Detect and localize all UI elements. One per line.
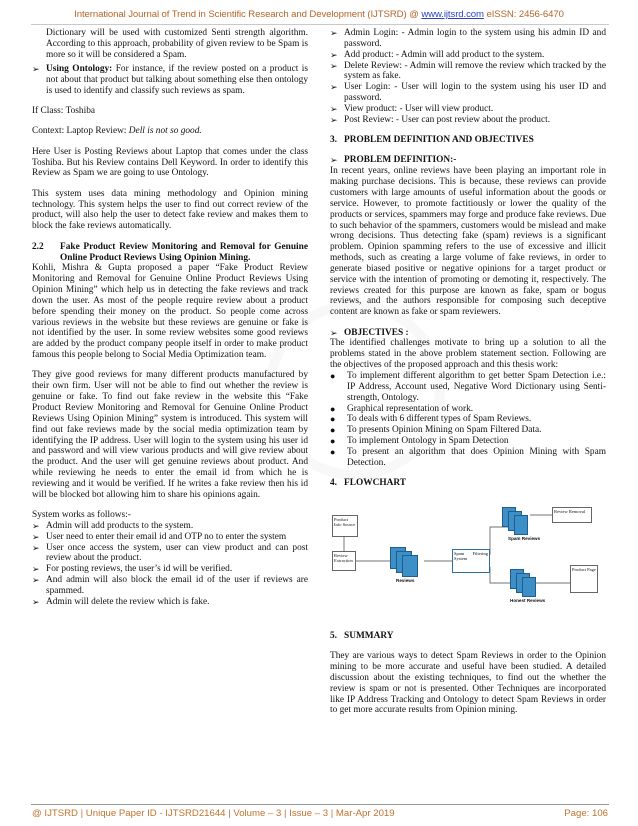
honest-doc-icon bbox=[522, 577, 536, 597]
arrow-bullet-icon: ➢ bbox=[32, 564, 40, 575]
list-item: ➢ Admin will delete the review which is fake. bbox=[32, 596, 210, 607]
paragraph-summary: They are various ways to detect Spam Reviews in order to the Opinion mining to be more accurate and useful have been studied. A detailed discussion about the existing techniques, to find out the whether the review is spam or not is presented. Other Techniques are incorporated like IP Address Tracking and Ontology to detect Spam Reviews in order to get more accurate results from Opinion mining. bbox=[330, 651, 606, 716]
arrow-bullet-icon: ➢ bbox=[32, 520, 40, 531]
right-column bbox=[330, 28, 606, 726]
list-item: ➢ View product: - User will view product. bbox=[330, 103, 494, 114]
spam-reviews-label: Spam Reviews bbox=[508, 535, 541, 541]
list-item: ● Graphical representation of work. bbox=[330, 403, 474, 414]
paragraph-dictionary: Dictionary will be used with customized Senti strength algorithm. According to this approach, probability of given review to be Spam is more so it will be considered a Spam. bbox=[46, 28, 308, 60]
section-5-heading: 5. SUMMARY bbox=[330, 630, 394, 641]
section-number: 2.2 bbox=[32, 241, 44, 252]
arrow-bullet-icon: ➢ bbox=[32, 64, 40, 75]
ontology-label: Using Ontology: bbox=[46, 64, 113, 75]
bullet-dot-icon: ● bbox=[330, 370, 336, 381]
list-item: ➢ Add product: - Admin will add product to the system. bbox=[330, 49, 545, 60]
journal-name: International Journal of Trend in Scientific Research and Development (IJTSRD) @ bbox=[74, 9, 422, 20]
flowchart-figure bbox=[330, 503, 606, 607]
list-item: ➢ Admin Login: - Admin login to the system using his admin ID and password. bbox=[330, 28, 606, 49]
bullet-dot-icon: ● bbox=[330, 414, 336, 425]
bullet-dot-icon: ● bbox=[330, 446, 336, 457]
footer-citation: @ IJTSRD | Unique Paper ID - IJTSRD21644 | Volume – 3 | Issue – 3 | Mar-Apr 2019 bbox=[32, 808, 395, 819]
list-item: ➢ Post Review: - User can post review about the product. bbox=[330, 114, 551, 125]
list-item: ● To deals with 6 different types of Spam Reviews. bbox=[330, 414, 532, 425]
arrow-bullet-icon: ➢ bbox=[330, 114, 338, 125]
problem-definition-heading: ➢ PROBLEM DEFINITION:- bbox=[330, 155, 457, 166]
paragraph-kohli: Kohli, Mishra & Gupta proposed a paper “Fake Product Review Monitoring and Removal for Genuine Online Product Reviews Using Opinion Mining” which help us in detecting the fake reviews and track down the user. As most of the people require review about a product before spending their money on the product. So people come across various reviews in the website but these reviews are genuine or fake is not identified by the user. In some review websites some good reviews are added by the product company people itself in order to make product famous this people belong to Social Media Optimization team. bbox=[32, 263, 308, 361]
list-item: ➢ Delete Review: - Admin will remove the review which tracked by the system as fake. bbox=[330, 60, 606, 82]
section-2-2-heading bbox=[32, 242, 308, 264]
section-4-heading: 4. FLOWCHART bbox=[330, 478, 406, 489]
paragraph-problem: In recent years, online reviews have been playing an important role in making purchase decisions. This is because, these reviews can provide customers with large amounts of useful information about the goods or service. However, to promote factitiously or lower the quality of the products or services, spammers may forge and produce fake reviews. Due to such behavior of the spammers, customers would be mislead and make wrong decisions. Thus detecting fake (spam) reviews is a significant problem. Opinion spamming refers to the use of excessive and illicit methods, such as creating a large volume of fake reviews, in order to generate biased positive or negative opinions for a target product or service with the intention of promoting or demoting it, respectively. The reviews created for this purpose are known as fake, spam or bogus reviews, and the authors responsible for composing such deceptive content are known as fake or spam reviewers. bbox=[330, 166, 606, 318]
arrow-bullet-icon: ➢ bbox=[32, 531, 40, 542]
journal-link[interactable]: www.ijtsrd.com bbox=[421, 9, 484, 20]
list-item: ➢ User once access the system, user can view product and can post review about the product. bbox=[32, 542, 308, 564]
system-works: System works as follows:- bbox=[32, 510, 131, 521]
section-title: Fake Product Review Monitoring and Removal for Genuine Online Product Reviews Using Opinion Mining. bbox=[60, 241, 308, 263]
bullet-ontology bbox=[32, 64, 308, 97]
context-label: Context: Laptop Review: bbox=[32, 126, 129, 137]
page-number: Page: 106 bbox=[564, 808, 608, 819]
honest-reviews-label: Honest Reviews bbox=[510, 597, 546, 603]
page-footer bbox=[32, 808, 608, 819]
reviews-doc-icon bbox=[402, 555, 418, 577]
list-item: ● To present an algorithm that does Opinion Mining with Spam Detection. bbox=[330, 446, 606, 468]
list-item: ➢ And admin will also block the email id of the user if reviews are spammed. bbox=[32, 575, 308, 596]
paragraph-here: Here User is Posting Reviews about Laptop that comes under the class Toshiba. But his Review contains Dell Keyword. In order to identify this Review as Spam we are going to use Ontology. bbox=[32, 146, 308, 179]
context-example: Dell is not so good. bbox=[128, 126, 202, 137]
journal-header bbox=[0, 9, 638, 20]
list-item: ➢ User need to enter their email id and OTP no to enter the system bbox=[32, 531, 287, 542]
arrow-bullet-icon: ➢ bbox=[330, 155, 338, 166]
ontology-text: For instance, if the review posted on a product is not about that product but talking about something else then ontology is used to identify and classify such reviews as spam. bbox=[46, 64, 308, 96]
bullet-dot-icon: ● bbox=[330, 403, 336, 414]
reviews-label: Reviews bbox=[396, 577, 415, 583]
list-item: ➢ For posting reviews, the user’s id will be verified. bbox=[32, 564, 233, 575]
objectives-heading: ➢ OBJECTIVES : bbox=[330, 327, 409, 338]
arrow-bullet-icon: ➢ bbox=[32, 575, 40, 586]
list-item: ➢ Admin will add products to the system. bbox=[32, 520, 194, 531]
paragraph-they: They give good reviews for many different products manufactured by their own firm. User will not be able to find out whether the review is genuine or fake. To find out fake review in the website this “Fake Product Review Monitoring and Removal for Genuine Online Product Reviews Using Opinion Mining” system is introduced. This system will find out fake reviews made by the social media optimization team by identifying the IP address. User will login to the system using his user id and password and will view various products and will give review about the product. And the user will get genuine reviews about product. And while reviewing he needs to enter the email id from which he is reviewing and it would be verified. If he writes a fake review then his id will be blocked bot allowing him to share his opinions again. bbox=[32, 370, 308, 500]
review-extraction-box: Review Extraction bbox=[332, 551, 356, 571]
review-removal-box: Review Removal bbox=[552, 507, 592, 523]
arrow-bullet-icon: ➢ bbox=[32, 596, 40, 607]
arrow bbox=[490, 567, 512, 583]
product-info-source-box: Product Info Source bbox=[332, 515, 358, 537]
footer-rule bbox=[31, 804, 609, 805]
list-item: ➢ User Login: - User will login to the system using his user ID and password. bbox=[330, 82, 606, 104]
if-class: If Class: Toshiba bbox=[32, 106, 96, 117]
arrow-bullet-icon: ➢ bbox=[330, 28, 338, 38]
arrow-bullet-icon: ➢ bbox=[330, 60, 338, 71]
bullet-dot-icon: ● bbox=[330, 436, 336, 447]
paragraph-objectives: The identified challenges motivate to bring up a solution to all the problems stated in the above problem statement section. Following are the objectives of the proposed approach and this thesis work: bbox=[330, 338, 606, 371]
arrow-bullet-icon: ➢ bbox=[330, 327, 338, 338]
list-item: ● To presents Opinion Mining on Spam Filtered Data. bbox=[330, 425, 542, 436]
eissn: eISSN: 2456-6470 bbox=[483, 9, 564, 20]
context-line bbox=[32, 126, 308, 137]
left-column bbox=[32, 28, 308, 608]
arrow-bullet-icon: ➢ bbox=[330, 49, 338, 60]
spam-doc-icon bbox=[514, 515, 528, 535]
list-item: ● To implement Ontology in Spam Detection bbox=[330, 436, 509, 447]
header-rule bbox=[31, 24, 609, 25]
list-item: ● To implement different algorithm to get better Spam Detection i.e.: IP Address, Account used, Negative Word Dictionary using Senti-strength, Ontology. bbox=[330, 370, 606, 403]
arrow-bullet-icon: ➢ bbox=[330, 82, 338, 93]
bullet-dot-icon: ● bbox=[330, 425, 336, 436]
spam-filtering-box: Spam Filtering System bbox=[452, 549, 490, 573]
arrow-bullet-icon: ➢ bbox=[330, 103, 338, 114]
product-page-box: Product Page bbox=[570, 565, 598, 593]
arrow bbox=[490, 527, 512, 555]
section-3-heading: 3. PROBLEM DEFINITION AND OBJECTIVES bbox=[330, 135, 534, 146]
paragraph-system: This system uses data mining methodology and Opinion mining technology. This system helps the user to find out correct review of the product, will also help the user to detect fake review and makes them to block the fake reviews automatically. bbox=[32, 188, 308, 232]
arrow-bullet-icon: ➢ bbox=[32, 542, 40, 553]
